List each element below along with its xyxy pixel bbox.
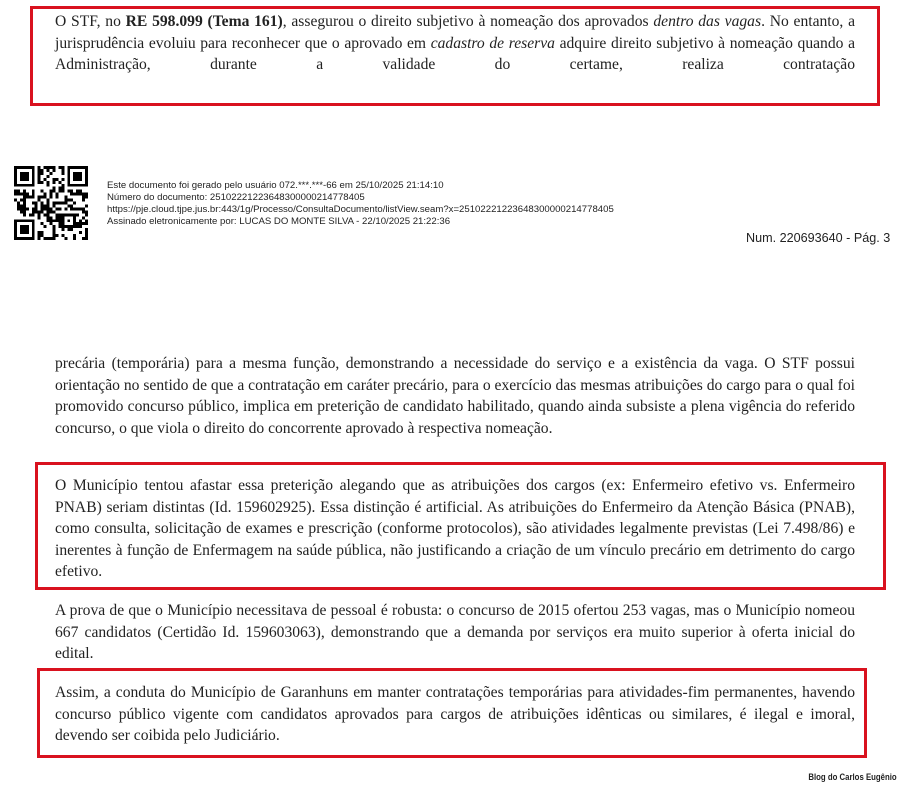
- paragraph-prova-pessoal: A prova de que o Município necessitava de pessoal é robusta: o concurso de 2015 ofertou 253 vagas, mas o Município nomeou 667 candidatos (Certidão Id. 159603063), demonstrando que a demanda por serviços era muito superior à oferta inicial do edital.: [55, 602, 855, 662]
- metadata-signed-by: Assinado eletronicamente por: LUCAS DO MONTE SILVA - 22/10/2025 21:22:36: [107, 216, 451, 227]
- metadata-generated-by: Este documento foi gerado pelo usuário 072.***.***-66 em 25/10/2025 21:14:10: [107, 180, 444, 191]
- p1-text-a: O STF, no: [55, 13, 126, 30]
- p1-emphasis-2: cadastro de reserva: [430, 34, 555, 52]
- paragraph-precaria: precária (temporária) para a mesma função, demonstrando a necessidade do serviço e a existência da vaga. O STF possui orientação no sentido de que a contratação em caráter precário, para o exercício das mesmas atribuições do cargo para o qual foi promovido concurso público, implica em preterição de candidato habilitado, quando ainda subsiste a plena vigência do referido concurso, o que viola o direito do concorrente aprovado à respectiva nomeação.: [55, 355, 855, 437]
- paragraph-conclusao-garanhuns: Assim, a conduta do Município de Garanhuns em manter contratações temporárias para atividades-fim permanentes, havendo concurso público vigente com candidatos aprovados para cargos de atribuições idênticas ou similares, é ilegal e imoral, devendo ser coibida pelo Judiciário.: [55, 684, 855, 744]
- p1-text-d: adquire direito subjetivo à nomeação quando a Administração, durante a validade do certame, realiza contratação: [55, 34, 856, 73]
- p1-emphasis-1: dentro das vagas: [653, 13, 762, 30]
- paragraph-stf-tema-161: [55, 11, 855, 76]
- page-number: Num. 220693640 - Pág. 3: [746, 231, 891, 245]
- document-metadata: [107, 180, 614, 228]
- p1-text-c: . No entanto, a jurisprudência evoluiu para reconhecer que o aprovado em: [55, 13, 856, 52]
- qr-code-icon: [14, 165, 88, 241]
- metadata-document-number: Número do documento: 25102221223648300000214778405: [107, 192, 365, 203]
- p1-text-b: , assegurou o direito subjetivo à nomeação dos aprovados: [282, 13, 654, 30]
- paragraph-municipio-preterição: O Município tentou afastar essa preterição alegando que as atribuições dos cargos (ex: Enfermeiro efetivo vs. Enfermeiro PNAB) seriam distintas (Id. 159602925). Essa distinção é artificial. As atribuições do Enfermeiro da Atenção Básica (PNAB), como consulta, solicitação de exames e prescrição (conforme protocolos), são atividades legalmente previstas (Lei 7.498/86) e inerentes à função de Enfermagem na saúde pública, não justificando a criação de um vínculo precário em detrimento do cargo efetivo.: [55, 477, 855, 580]
- metadata-url: https://pje.cloud.tjpe.jus.br:443/1g/Processo/ConsultaDocumento/listView.seam?x=25102221223648300000214778405: [107, 204, 614, 215]
- p1-case-reference: RE 598.099 (Tema 161): [125, 13, 283, 30]
- watermark-text: Blog do Carlos Eugênio: [808, 772, 897, 783]
